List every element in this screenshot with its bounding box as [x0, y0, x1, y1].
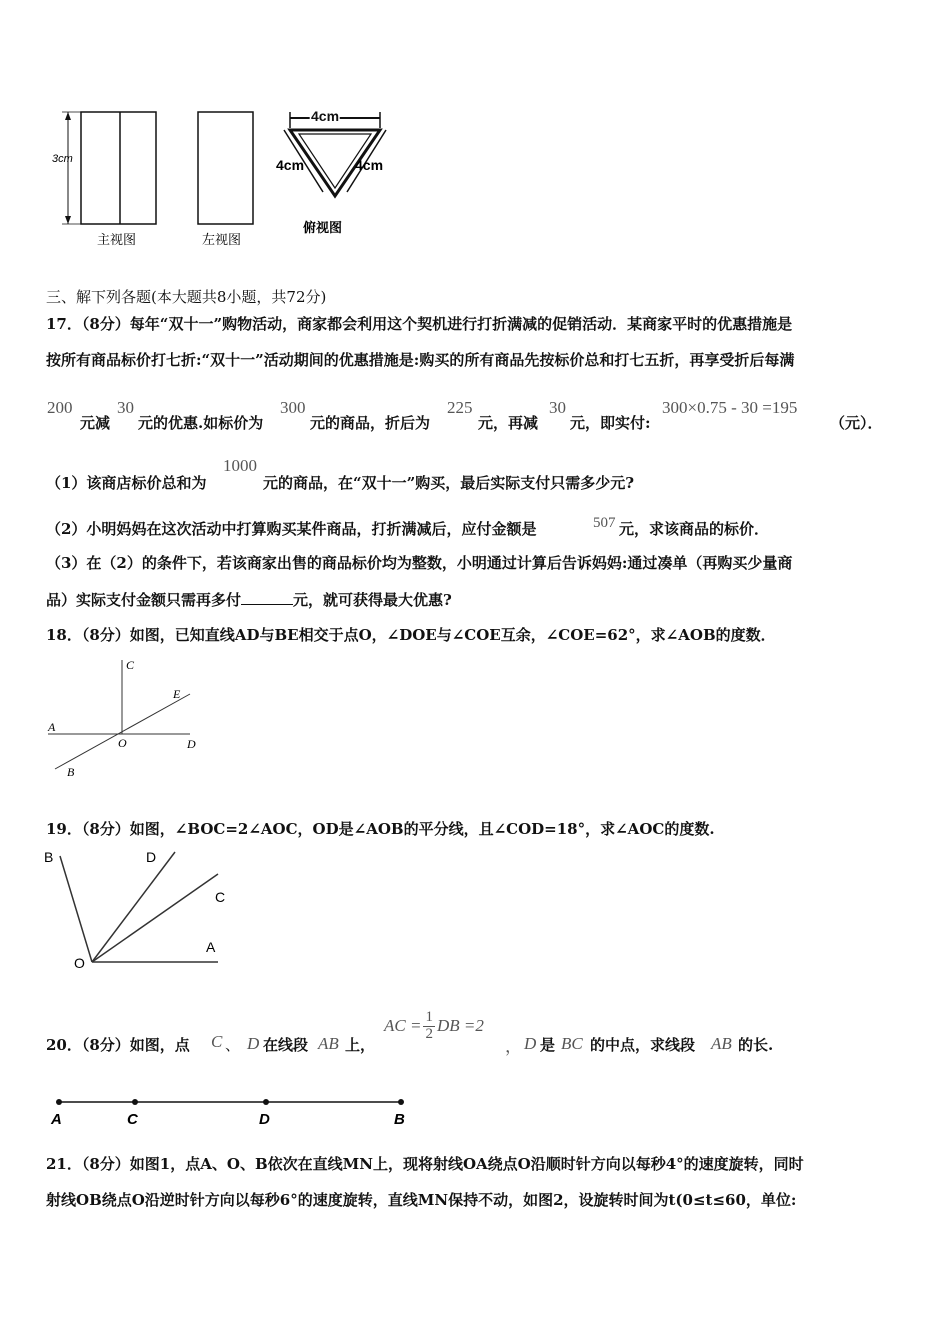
q18-figure — [40, 654, 220, 780]
q18-label-E: E — [173, 687, 181, 701]
q17-part3-a: 品）实际支付金额只需再多付 — [46, 591, 242, 609]
q20-text-a: 20．（8分）如图，点 — [46, 1036, 190, 1054]
q19-label-C: C — [215, 889, 226, 905]
side-view-label: 左视图 — [202, 232, 242, 247]
q17-text-shifu: 元，即实付: — [570, 414, 651, 432]
q18-label-D: D — [187, 737, 196, 751]
section-heading: 三、解下列各题(本大题共8小题，共72分) — [46, 288, 327, 306]
q20-text-d: 是 — [540, 1036, 556, 1054]
top-view — [276, 108, 386, 235]
q20-seg-AB2: AB — [711, 1034, 732, 1053]
q17-line2: 按所有商品标价打七折:“双十一”活动期间的优惠措施是:购买的所有商品先按标价总和打七五折，再享受折后每满 — [46, 351, 795, 369]
front-view-label: 主视图 — [97, 232, 137, 247]
num-225: 225 — [447, 398, 473, 417]
q17-part1-b: 元的商品，在“双十一”购买，最后实际支付只需多少元? — [263, 474, 635, 492]
q21-line1: 21．（8分）如图1，点A、O、B依次在直线MN上，现将射线OA绕点O沿顺时针方向以每秒4°的速度旋转，同时 — [46, 1155, 804, 1173]
q17-text-yuan-end: （元）． — [830, 414, 883, 432]
q20-label-A: A — [51, 1111, 62, 1128]
q20-figure — [45, 1090, 415, 1130]
top-view-label: 俯视图 — [303, 220, 343, 235]
q20-comma: ， — [505, 1037, 522, 1056]
q20-seg-BC: BC — [561, 1034, 583, 1053]
num-300: 300 — [280, 398, 306, 417]
q20-point-C: C — [211, 1032, 223, 1051]
q20-text-c: 上， — [345, 1036, 376, 1054]
q19-label-A: A — [206, 939, 216, 955]
q20-point-D: D — [247, 1034, 260, 1053]
num-1000: 1000 — [223, 456, 257, 475]
q18-label-O: O — [118, 736, 127, 750]
q20-frac-num: 1 — [425, 1009, 433, 1025]
q21-line2: 射线OB绕点O沿逆时针方向以每秒6°的速度旋转，直线MN保持不动，如图2，设旋转时间为t(0≤t≤60，单位: — [46, 1191, 797, 1209]
q17-part3-line1: （3）在（2）的条件下，若该商家出售的商品标价均为整数，小明通过计算后告诉妈妈:通过凑单（再购买少量商 — [46, 554, 793, 572]
q20-point-D2: D — [524, 1034, 537, 1053]
side-view — [198, 112, 253, 247]
q18-label-B: B — [67, 765, 75, 779]
answer-blank — [241, 590, 293, 605]
num-30b: 30 — [549, 398, 566, 417]
q18-label-C: C — [126, 658, 135, 672]
q20-text-f: 的长. — [738, 1036, 774, 1054]
q18-label-A: A — [48, 720, 56, 734]
q20-text-b: 在线段 — [263, 1036, 309, 1054]
q17-part3-b: 元，就可获得最大优惠? — [293, 591, 452, 609]
top-dim-width: 4cm — [311, 108, 340, 124]
front-view — [52, 112, 156, 247]
num-200: 200 — [47, 398, 73, 417]
q17-part1-a: （1）该商店标价总和为 — [46, 474, 207, 492]
q20-label-B: B — [394, 1111, 405, 1128]
q20-formula-right: DB =2 — [436, 1016, 484, 1036]
top-dim-left: 4cm — [276, 157, 305, 173]
q20-dot-A — [56, 1099, 62, 1105]
three-views-figure — [40, 100, 400, 250]
num-30a: 30 — [117, 398, 134, 417]
q20-seg-AB: AB — [318, 1034, 339, 1053]
q17-part3-line2 — [46, 589, 452, 610]
q17-line1: 17．（8分）每年“双十一”购物活动，商家都会利用这个契机进行打折满减的促销活动．某商家平时的优惠措施是 — [46, 315, 793, 333]
top-dim-right: 4cm — [355, 157, 384, 173]
q17-part2-b: 元，求该商品的标价． — [619, 520, 770, 538]
q20-formula — [384, 1010, 484, 1043]
q20-dot-B — [398, 1099, 404, 1105]
q17-text-zaijian: 元，再减 — [478, 414, 539, 432]
q20-dot-C — [132, 1099, 138, 1105]
q20-fraction — [423, 1010, 435, 1043]
q20-frac-den: 2 — [425, 1025, 433, 1042]
q17-text-yuanjian: 元减 — [80, 414, 111, 432]
q19-label-B: B — [44, 849, 54, 865]
q19-label-D: D — [146, 849, 157, 865]
q20-formula-left: AC = — [384, 1016, 422, 1036]
q20-text-e: 的中点，求线段 — [590, 1036, 696, 1054]
q19-label-O: O — [74, 955, 85, 971]
q20-dot-D — [263, 1099, 269, 1105]
q19-figure — [40, 842, 240, 972]
front-height-dim: 3cm — [52, 153, 73, 165]
num-507: 507 — [593, 515, 616, 531]
q17-formula: 300×0.75 - 30 =195 — [662, 398, 798, 417]
q19-text: 19．（8分）如图，∠BOC=2∠AOC，OD是∠AOB的平分线，且∠COD=18°，求∠AOC的度数. — [46, 820, 715, 838]
q17-part2-a: （2）小明妈妈在这次活动中打算购买某件商品，打折满减后，应付金额是 — [46, 520, 537, 538]
q17-text-youhui: 元的优惠.如标价为 — [138, 414, 264, 432]
q20-sep: 、 — [225, 1036, 241, 1054]
q20-label-C: C — [127, 1111, 138, 1128]
q17-text-shangpin: 元的商品，折后为 — [310, 414, 431, 432]
q18-text: 18．（8分）如图，已知直线AD与BE相交于点O，∠DOE与∠COE互余，∠COE=62°，求∠AOB的度数． — [46, 626, 776, 644]
q20-label-D: D — [259, 1111, 270, 1128]
